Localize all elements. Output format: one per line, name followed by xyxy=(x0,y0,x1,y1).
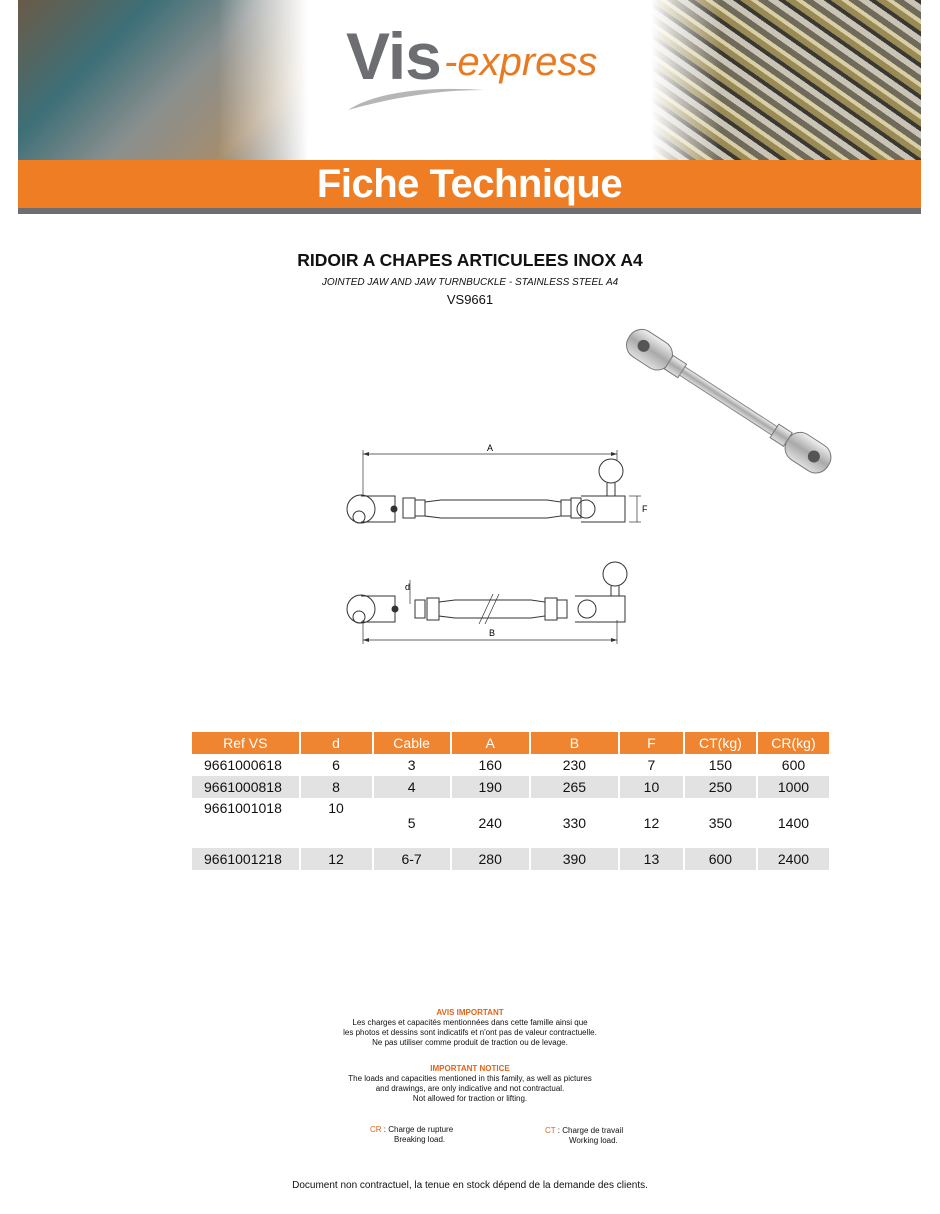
column-header-cable: Cable xyxy=(374,732,450,754)
column-header-d: d xyxy=(301,732,372,754)
column-header-ct: CT(kg) xyxy=(685,732,756,754)
product-reference: VS9661 xyxy=(446,292,494,307)
table-header-row xyxy=(192,732,829,754)
cell-cr: 600 xyxy=(781,757,806,773)
cell-ref: 9661000818 xyxy=(192,776,299,798)
cell-cable: 5 xyxy=(407,815,416,831)
notice-fr-title: AVIS IMPORTANT xyxy=(436,1008,504,1017)
cell-ref: 9661001018 xyxy=(204,800,282,816)
cr-fr: : Charge de rupture xyxy=(383,1125,454,1134)
cell-b: 330 xyxy=(562,815,587,831)
table-row xyxy=(192,798,829,848)
cell-f: 12 xyxy=(643,815,660,831)
title-band-shadow xyxy=(18,208,921,214)
technical-drawing-top xyxy=(335,440,665,550)
cell-a: 280 xyxy=(452,848,529,870)
notice-fr-line: les photos et dessins sont indicatifs et n'ont pas de valeur contractuelle. xyxy=(343,1028,597,1037)
notice-en-line: and drawings, are only indicative and not contractual. xyxy=(375,1084,565,1093)
logo-swoosh-icon xyxy=(346,84,486,114)
notice-en-title: IMPORTANT NOTICE xyxy=(430,1064,510,1073)
ct-abbr: CT xyxy=(545,1126,556,1135)
cell-cable: 3 xyxy=(407,757,416,773)
dimension-label-f: F xyxy=(642,504,648,514)
column-header-a: A xyxy=(452,732,529,754)
table-row xyxy=(192,776,829,798)
dimension-label-a: A xyxy=(486,443,494,453)
cell-d: 12 xyxy=(301,848,372,870)
column-header-ref: Ref VS xyxy=(192,732,299,754)
cell-a: 240 xyxy=(478,815,502,831)
cell-cr: 1000 xyxy=(758,776,829,798)
cr-en: Breaking load. xyxy=(394,1135,446,1144)
definition-ct xyxy=(545,1126,665,1146)
table-row xyxy=(192,848,829,870)
dimension-label-b: B xyxy=(488,628,496,638)
specifications-table xyxy=(190,732,831,870)
footer-note: Document non contractuel, la tenue en stock dépend de la demande des clients. xyxy=(292,1180,648,1191)
cell-b: 265 xyxy=(531,776,618,798)
product-title: RIDOIR A CHAPES ARTICULEES INOX A4 xyxy=(297,250,643,270)
notice-en xyxy=(220,1064,720,1104)
cell-f: 13 xyxy=(620,848,683,870)
cell-f: 10 xyxy=(620,776,683,798)
column-header-b: B xyxy=(531,732,618,754)
cr-abbr: CR xyxy=(370,1125,382,1134)
cell-ref: 9661001218 xyxy=(192,848,299,870)
ct-fr: : Charge de travail xyxy=(557,1126,624,1135)
notice-en-line: The loads and capacities mentioned in this family, as well as pictures xyxy=(348,1074,592,1083)
notice-fr xyxy=(220,1008,720,1048)
notice-fr-line: Ne pas utiliser comme produit de traction ou de levage. xyxy=(372,1038,568,1047)
product-subtitle: JOINTED JAW AND JAW TURNBUCKLE - STAINLESS STEEL A4 xyxy=(321,277,619,288)
cell-b: 390 xyxy=(531,848,618,870)
logo-main: Vis xyxy=(346,19,441,93)
cell-ct: 150 xyxy=(708,757,733,773)
brand-logo xyxy=(346,18,626,118)
cell-cr: 2400 xyxy=(758,848,829,870)
cell-a: 190 xyxy=(452,776,529,798)
cell-cr: 1400 xyxy=(777,815,810,831)
banner-fade-left xyxy=(218,0,308,160)
cell-ref: 9661000618 xyxy=(204,757,282,773)
column-header-f: F xyxy=(620,732,683,754)
cell-b: 230 xyxy=(562,757,587,773)
technical-drawing-bottom xyxy=(335,560,665,660)
band-title: Fiche Technique xyxy=(316,162,623,206)
cell-ct: 250 xyxy=(685,776,756,798)
cell-ct: 600 xyxy=(685,848,756,870)
cell-cable: 6-7 xyxy=(374,848,450,870)
ct-en: Working load. xyxy=(569,1136,618,1145)
definition-cr xyxy=(370,1125,490,1145)
table-row xyxy=(192,754,829,776)
logo-suffix: -express xyxy=(444,40,598,84)
cell-cable: 4 xyxy=(374,776,450,798)
cell-d: 8 xyxy=(301,776,372,798)
cell-d: 10 xyxy=(328,800,344,816)
notice-fr-line: Les charges et capacités mentionnées dans cette famille ainsi que xyxy=(352,1018,588,1027)
notice-en-line: Not allowed for traction or lifting. xyxy=(412,1094,528,1103)
cell-ct: 350 xyxy=(708,815,733,831)
cell-f: 7 xyxy=(647,757,656,773)
banner-fade-right xyxy=(651,0,721,160)
cell-a: 160 xyxy=(478,757,502,773)
cell-d: 6 xyxy=(332,757,340,773)
dimension-label-d: d xyxy=(405,582,411,592)
column-header-cr: CR(kg) xyxy=(758,732,829,754)
header-banner xyxy=(18,0,921,160)
